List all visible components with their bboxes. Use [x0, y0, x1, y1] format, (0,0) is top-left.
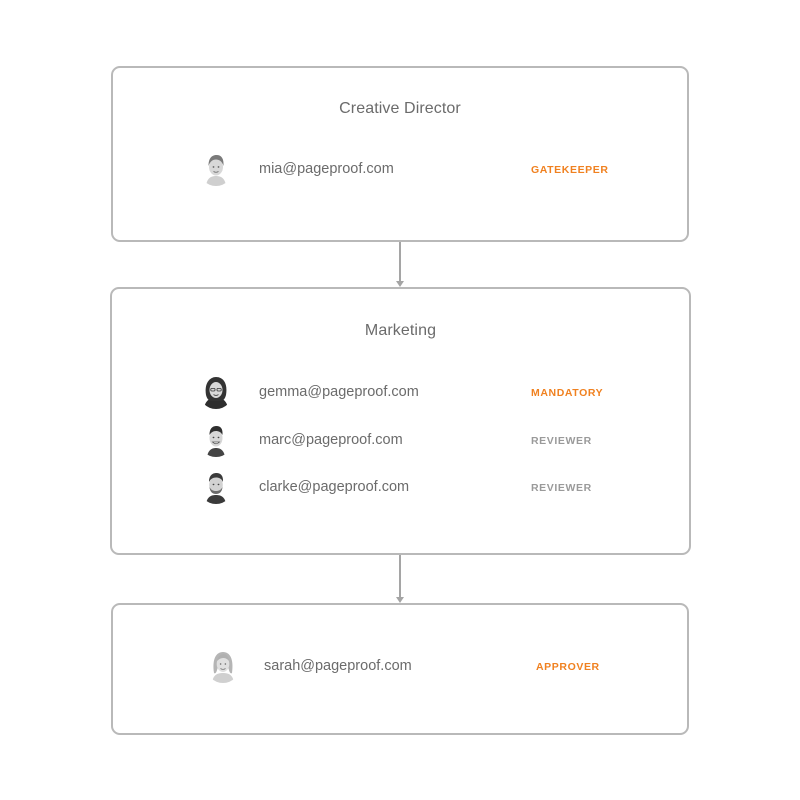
role-badge: APPROVER: [536, 661, 600, 673]
member-row[interactable]: [199, 152, 619, 188]
member-email: marc@pageproof.com: [259, 432, 403, 448]
member-email: clarke@pageproof.com: [259, 479, 410, 495]
member-email: sarah@pageproof.com: [264, 658, 412, 674]
workflow-stage-marketing: [110, 287, 691, 555]
avatar: [206, 649, 240, 683]
member-email: mia@pageproof.com: [259, 161, 394, 177]
member-email: gemma@pageproof.com: [259, 384, 419, 400]
stage-title: Marketing: [364, 322, 437, 339]
role-badge: REVIEWER: [531, 435, 592, 447]
workflow-stage-creative-director: [111, 66, 689, 242]
member-row[interactable]: [199, 423, 619, 459]
role-badge: GATEKEEPER: [531, 164, 609, 176]
connector-line: [399, 555, 401, 597]
avatar: [199, 423, 233, 457]
role-badge: REVIEWER: [531, 482, 592, 494]
member-row[interactable]: [199, 375, 619, 411]
stage-title: Creative Director: [339, 100, 461, 117]
member-row[interactable]: [199, 470, 619, 506]
avatar: [199, 375, 233, 409]
member-row[interactable]: [206, 649, 626, 685]
connector-line: [399, 242, 401, 281]
workflow-stage-approver: [111, 603, 689, 735]
role-badge: MANDATORY: [531, 387, 604, 399]
avatar: [199, 470, 233, 504]
avatar: [199, 152, 233, 186]
